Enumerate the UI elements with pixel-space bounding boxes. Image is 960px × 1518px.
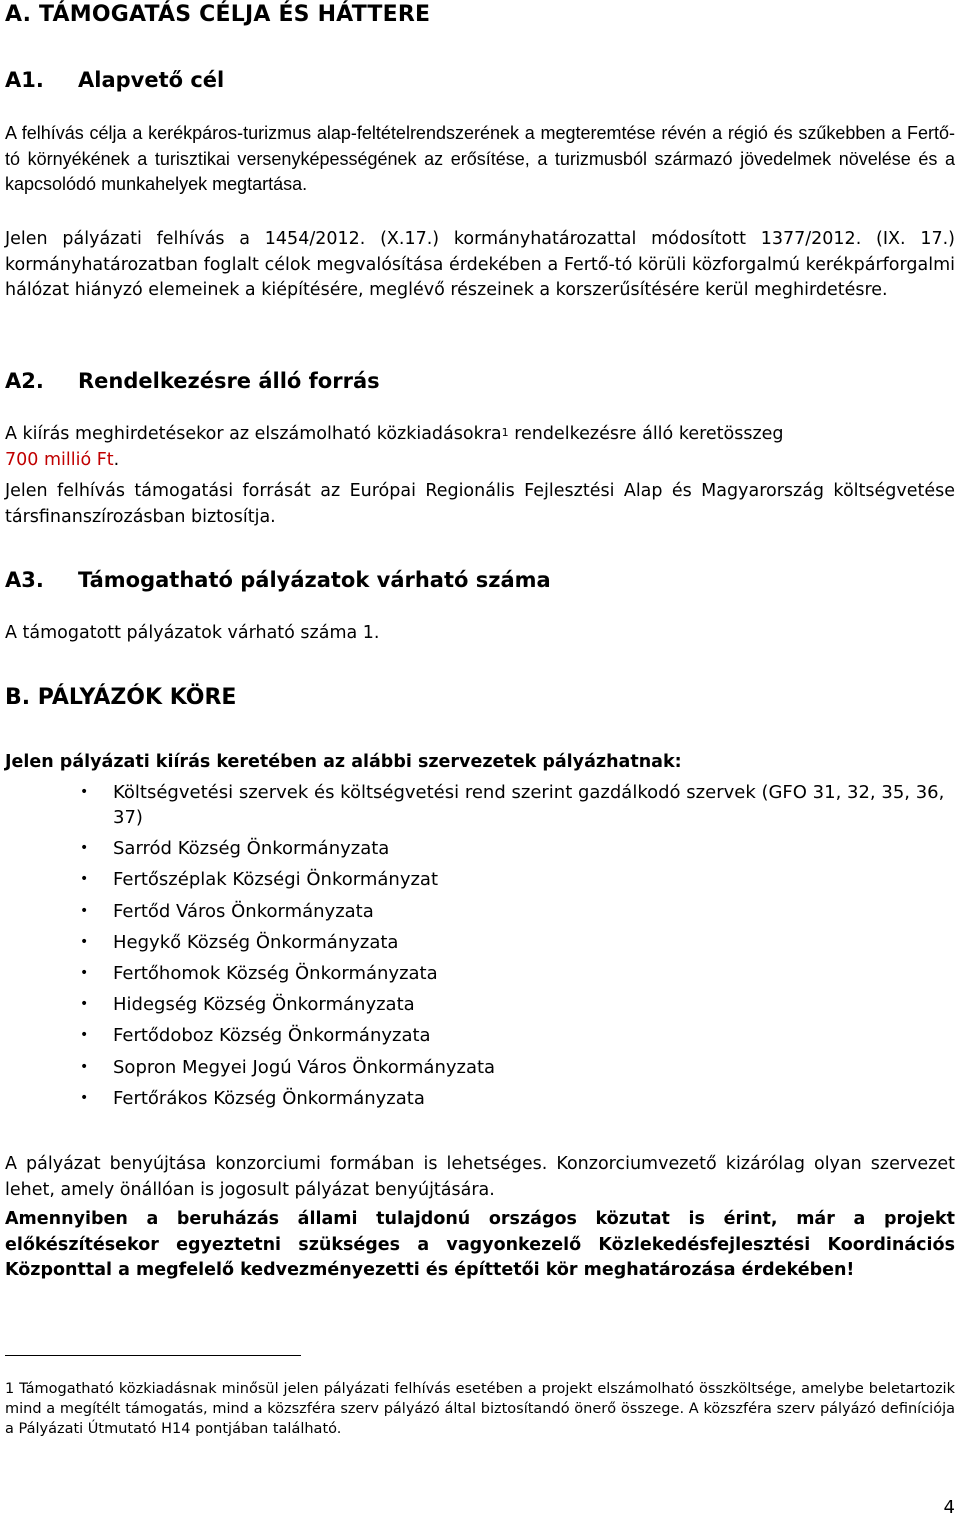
applicant-name: Költségvetési szervek és költségvetési rend szerint gazdálkodó szervek (GFO 31, 32, 35, 36, 37) <box>113 782 945 828</box>
a1-number: A1. <box>5 68 44 92</box>
applicant-list <box>5 780 955 1117</box>
section-b-intro: Jelen pályázati kiírás keretében az alábbi szervezetek pályázhatnak: <box>5 752 682 772</box>
applicant-name: Fertőszéplak Községi Önkormányzat <box>113 869 439 891</box>
applicant-list-item <box>5 1023 955 1048</box>
applicant-name: Fertődoboz Község Önkormányzata <box>113 1025 431 1047</box>
applicant-list-item <box>5 899 955 924</box>
consortium-paragraph: A pályázat benyújtása konzorciumi formában is lehetséges. Konzorciumvezető kizárólag olyan szervezet lehet, amely önállóan is jogosult pályázat benyújtására. <box>5 1154 955 1200</box>
applicant-name: Fertőhomok Község Önkormányzata <box>113 962 438 984</box>
footnote <box>5 1379 955 1439</box>
a3-heading <box>5 568 551 592</box>
applicant-list-item <box>5 867 955 892</box>
bullet-icon: • <box>80 1089 89 1106</box>
a3-title: Támogatható pályázatok várható száma <box>78 568 551 592</box>
a2-number: A2. <box>5 369 44 393</box>
a2-paragraph-2: Jelen felhívás támogatási forrását az Európai Regionális Fejlesztési Alap és Magyarország költségvetése társfinanszírozásban biztosítja. <box>5 481 955 527</box>
bullet-icon: • <box>80 840 89 857</box>
footnote-separator <box>5 1355 301 1356</box>
bullet-icon: • <box>80 933 89 950</box>
a3-number: A3. <box>5 568 44 592</box>
applicant-name: Sarród Község Önkormányzata <box>113 838 390 860</box>
footnote-ref: 1 <box>501 426 509 439</box>
applicant-list-item <box>5 836 955 861</box>
applicant-name: Sopron Megyei Jogú Város Önkormányzata <box>113 1056 496 1078</box>
a2-heading <box>5 369 380 393</box>
applicant-name: Fertőd Város Önkormányzata <box>113 900 374 922</box>
bullet-icon: • <box>80 996 89 1013</box>
footnote-mark: 1 <box>5 1381 15 1397</box>
applicant-name: Fertőrákos Község Önkormányzata <box>113 1087 425 1109</box>
a2-title: Rendelkezésre álló forrás <box>78 369 380 393</box>
bullet-icon: • <box>80 871 89 888</box>
budget-amount: 700 millió Ft <box>5 449 114 470</box>
applicant-list-item <box>5 1055 955 1080</box>
a1-paragraph-1: A felhívás célja a kerékpáros-turizmus alap-feltételrendszerének a megteremtése révén a régió és szűkebben a Fertő-tó környékének a turisztikai versenyképességének az erősítése, a turizmusból származó jövedelmek növelése és a kapcsolódó munkahelyek megtartása. <box>5 123 955 194</box>
a1-heading <box>5 68 224 92</box>
bullet-icon: • <box>80 964 89 981</box>
a3-paragraph-1: A támogatott pályázatok várható száma 1. <box>5 623 380 643</box>
applicant-list-item <box>5 992 955 1017</box>
applicant-name: Hidegség Község Önkormányzata <box>113 994 415 1016</box>
footnote-text: Támogatható közkiadásnak minősül jelen pályázati felhívás esetében a projekt elszámolható összköltsége, amelybe beletartozik mind a megítélt támogatás, mind a közszféra szerv pályázó által biztosítandó önerő összege. A közszféra szerv pályázó definíciója a Pályázati Útmutató H14 pontjában található. <box>5 1381 955 1437</box>
section-a-title: A. TÁMOGATÁS CÉLJA ÉS HÁTTERE <box>5 2 431 27</box>
a2-para1-text: A kiírás meghirdetésekor az elszámolható közkiadásokra <box>5 424 502 444</box>
applicant-list-item <box>5 961 955 986</box>
applicant-list-item <box>5 930 955 955</box>
applicant-list-item <box>5 1086 955 1111</box>
bullet-icon: • <box>80 1058 89 1075</box>
road-owner-notice: Amennyiben a beruházás állami tulajdonú országos közutat is érint, már a projekt előkészítésekor egyeztetni szükséges a vagyonkezelő Közlekedésfejlesztési Koordinációs Központtal a megfelelő kedvezményezetti és építtetői kör meghatározása érdekében! <box>5 1209 955 1280</box>
a1-title: Alapvető cél <box>78 68 225 92</box>
bullet-icon: • <box>80 1027 89 1044</box>
applicant-name: Hegykő Község Önkormányzata <box>113 931 399 953</box>
a1-paragraph-2: Jelen pályázati felhívás a 1454/2012. (X.17.) kormányhatározattal módosított 1377/2012. (IX. 17.) kormányhatározatban foglalt célok megvalósítása érdekében a Fertő-tó körüli közforgalmú kerékpárforgalmi hálózat hiányzó elemeinek a kiépítésére, meglévő részeinek a korszerűsítésére kerül meghirdetésre. <box>5 229 955 300</box>
a2-para1-end: . <box>113 449 120 470</box>
bullet-icon: • <box>80 902 89 919</box>
bullet-icon: • <box>80 784 89 800</box>
applicant-list-item <box>5 780 955 830</box>
section-b-title: B. PÁLYÁZÓK KÖRE <box>5 685 237 710</box>
a2-para1-text2: rendelkezésre álló keretösszeg <box>508 424 784 444</box>
a2-paragraph-1 <box>5 422 955 473</box>
page-number: 4 <box>943 1497 955 1518</box>
